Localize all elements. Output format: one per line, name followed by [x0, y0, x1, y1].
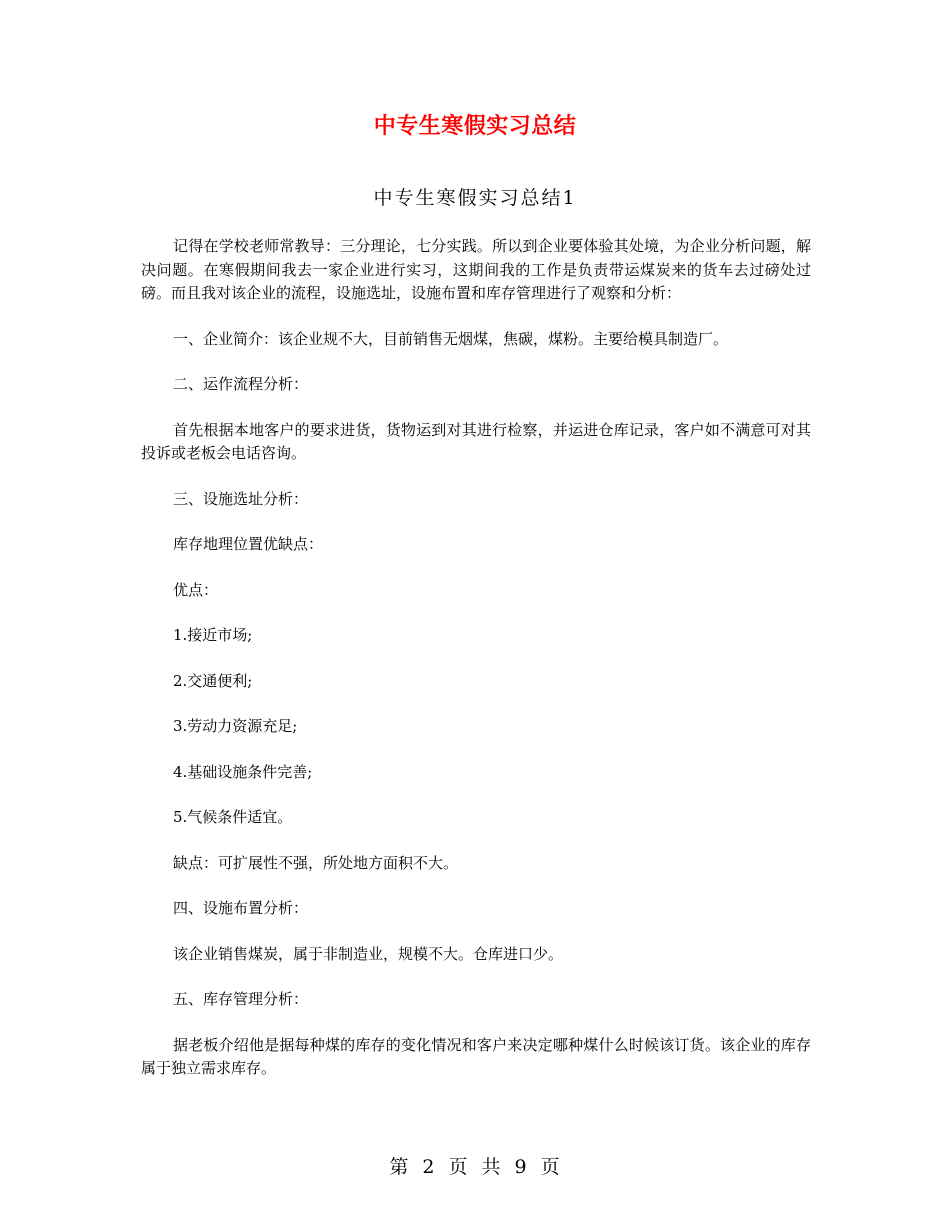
inventory-management-paragraph: 据老板介绍他是据每种煤的库存的变化情况和客户来决定哪种煤什么时候该订货。该企业的库存属于独立需求库存。 — [141, 1035, 811, 1077]
inventory-management-heading: 五、库存管理分析： — [173, 990, 309, 1008]
advantage-item: 5.气候条件适宜。 — [173, 808, 293, 826]
document-title: 中专生寒假实习总结 — [373, 113, 577, 139]
facility-layout-heading: 四、设施布置分析： — [173, 899, 309, 917]
operation-flow-heading: 二、运作流程分析： — [173, 375, 309, 393]
section-heading: 中专生寒假实习总结1 — [373, 187, 577, 209]
document-body — [141, 235, 811, 1103]
advantage-item: 2.交通便利; — [173, 671, 253, 690]
facility-layout-paragraph: 该企业销售煤炭，属于非制造业，规模不大。仓库进口少。 — [173, 944, 564, 963]
advantage-item: 1.接近市场; — [173, 626, 253, 644]
location-pros-cons-label: 库存地理位置优缺点： — [173, 535, 324, 553]
advantages-label: 优点： — [173, 580, 219, 599]
company-intro-paragraph: 一、企业简介：该企业规不大，目前销售无烟煤，焦碳，煤粉。主要给模具制造厂。 — [173, 329, 729, 348]
operation-flow-paragraph: 首先根据本地客户的要求进货，货物运到对其进行检察，并运进仓库记录，客户如不满意可对其投诉或老板会电话咨询。 — [141, 420, 811, 462]
advantage-item: 4.基础设施条件完善; — [173, 762, 313, 781]
advantage-item: 3.劳动力资源充足; — [173, 717, 298, 735]
intro-paragraph: 记得在学校老师常教导：三分理论，七分实践。所以到企业要体验其处境，为企业分析问题，解决问题。在寒假期间我去一家企业进行实习，这期间我的工作是负责带运煤炭来的货车去过磅处过磅。而且我对该企业的流程，设施选址，设施布置和库存管理进行了观察和分析： — [141, 237, 811, 302]
page-number-footer: 第 2 页 共 9 页 — [389, 1156, 561, 1178]
disadvantages-paragraph: 缺点：可扩展性不强，所处地方面积不大。 — [173, 853, 459, 872]
site-selection-heading: 三、设施选址分析： — [173, 489, 309, 508]
